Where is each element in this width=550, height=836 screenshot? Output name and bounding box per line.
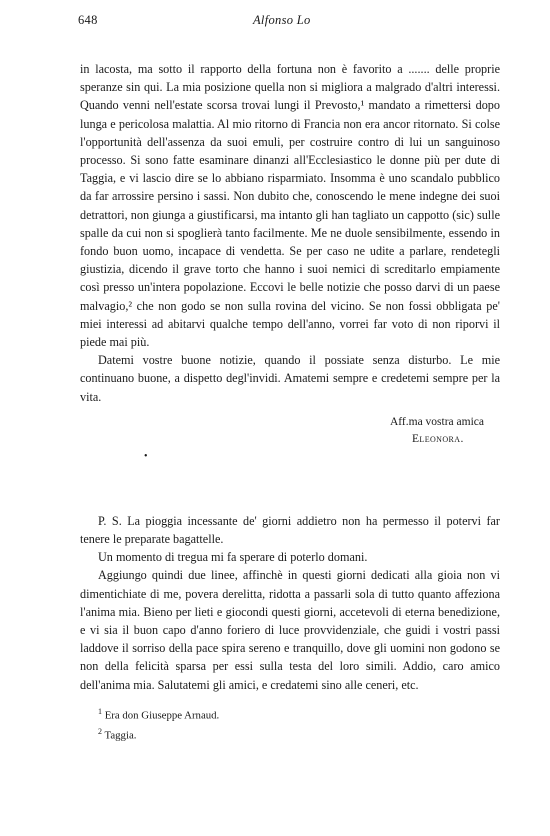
letter-paragraph: in lacosta, ma sotto il rapporto della fortuna non è favorito a ....... delle proprie speranze sin qui. La mia posizione quella non si migliora a malgrado d'altri interessi. Quando venni nell'estate scorsa trovai lungi il Prevosto,¹ mandato a rimettersi dopo lunga e pericolosa malattia. Al mio ritorno di Francia non era ancor ritornato. Si colse l'opportunità dell'assenza da suoi emuli, per costruire contro di lui un sanguinoso processo. Si sono fatte esaminare dinanzi all'Ecclesiastico le donne più per dute di Taggia, e vi lascio dire se lo abbiano risparmiato. Insomma è uno scandalo pubblico da far arrossire persino i sassi. Non dubito che, conoscendo le mene indegne dei suoi detrattori, non giunga a giustificarsi, ma intanto gli han tagliato un cappotto (sic) sulle spalle da cui non si spoglierà tanto facilmente. Me ne duole sensibilmente, essendo in fondo buon uomo, incapace di vendetta. Se per caso ne udite a parlare, rendetegli giustizia, dicendo il grave torto che hanno i suoi nemici di screditarlo empiamente così presso un'intera popolazione. Eccovi le belle notizie che posso darvi di un paese malvagio,² che non godo se non sulla rovina del vicino. Se non fossi obbligata pe' miei interessi ad abitarvi qualche tempo dell'anno, vorrei far voto di non riporvi il piede mai più.: [80, 62, 500, 350]
footnote: [98, 724, 498, 744]
footnote-mark: 2: [98, 727, 102, 737]
footnote: [98, 704, 498, 724]
signature-block: [80, 414, 500, 448]
ornament-dot: •: [144, 450, 148, 462]
postscript-paragraph: Aggiungo quindi due linee, affinchè in questi giorni dedicati alla gioia non vi dimentichiate di me, povera derelitta, ridotta a passarli sola di tutto quanto affeziona l'anima mia. Bieno per lieti e giocondi questi giorni, accetevoli di eterna benedizione, e vi sia il buon capo d'anno foriero di luce provvidenziale, che guidi i vostri passi laddove il sorriso della pace spira sereno e tranquillo, dove gli uomini non godono se non della felicità sparsa per essi sulla testa del loro simili. Addio, caro amico dell'anima mia. Salutatemi gli amici, e credatemi sino alle ceneri, etc.: [80, 568, 500, 692]
postscript-paragraph: Un momento di tregua mi fa sperare di poterlo domani.: [98, 550, 368, 565]
footnote-text: Era don Giuseppe Arnaud.: [104, 709, 220, 722]
running-title: Alfonso Lo: [253, 13, 311, 27]
running-head: [78, 13, 498, 31]
footnote-text: Taggia.: [104, 729, 137, 742]
footnote-mark: 1: [98, 707, 102, 716]
signature-name: Eleonora.: [412, 432, 464, 445]
letter-paragraph: Datemi vostre buone notizie, quando il possiate senza disturbo. Le mie continuano buone, a dispetto degl'invidi. Amatemi sempre e credetemi sempre per la vita.: [80, 353, 500, 404]
postscript-paragraph: P. S. La pioggia incessante de' giorni addietro non ha permesso il potervi far tenere le preparate bagattelle.: [80, 513, 500, 547]
footnotes: [98, 704, 498, 744]
postscript: [80, 512, 500, 694]
page-number: 648: [78, 13, 98, 27]
letter-body: [80, 60, 500, 694]
closing-formula: Aff.ma vostra amica: [390, 415, 484, 428]
